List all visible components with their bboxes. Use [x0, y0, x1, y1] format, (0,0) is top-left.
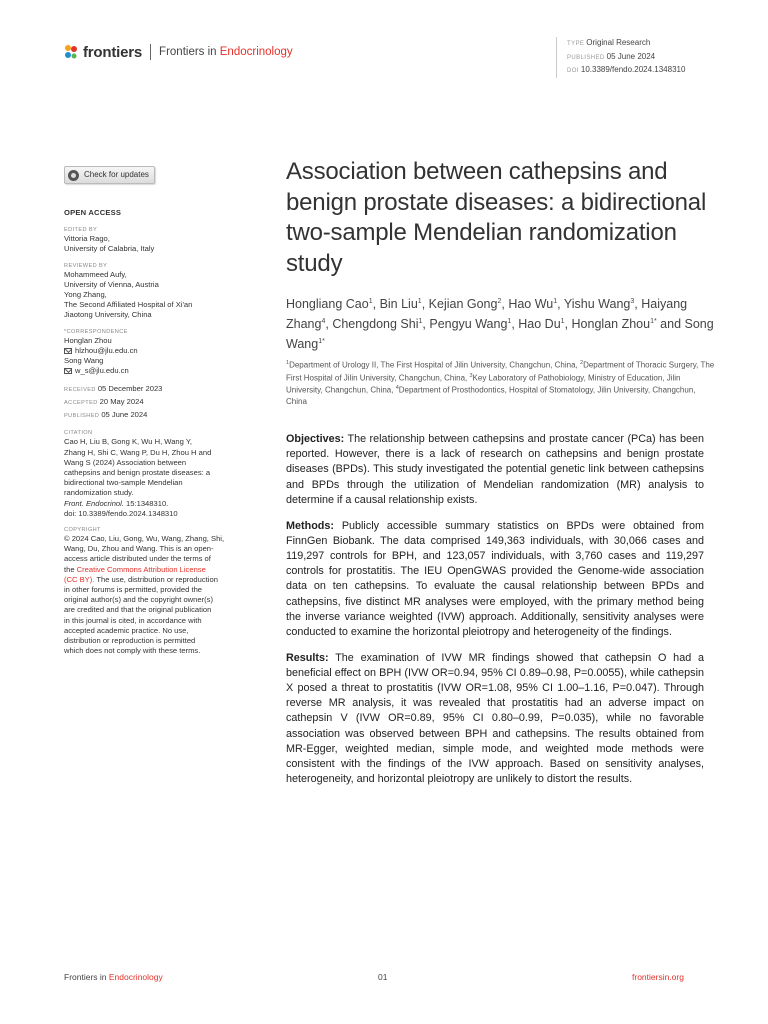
published-value: 05 June 2024 — [101, 410, 148, 420]
author-name[interactable]: Haiyang Zhang — [286, 297, 688, 332]
author-name[interactable]: Hongliang Cao — [286, 297, 369, 312]
citation-line: randomization study. — [64, 488, 134, 498]
check-updates-label: Check for updates — [84, 169, 149, 179]
correspondent-email[interactable]: hlzhou@jlu.edu.cn — [75, 345, 138, 355]
logo-divider — [150, 44, 151, 60]
citation-section — [64, 429, 264, 519]
editor-affiliation: University of Calabria, Italy — [64, 244, 155, 254]
published-label: PUBLISHED — [64, 413, 100, 420]
published-date — [64, 409, 264, 422]
meta-published-value: 05 June 2024 — [606, 51, 656, 61]
copyright-section — [64, 526, 264, 656]
citation-line: Cao H, Liu B, Gong K, Wu H, Wang Y, — [64, 437, 193, 447]
author-name[interactable]: Hao Wu — [508, 297, 554, 312]
citation-line: cathepsins and benign prostate diseases: a — [64, 468, 211, 478]
copyright-line: access article distributed under the terms of — [64, 554, 211, 564]
edited-by-label: EDITED BY — [64, 227, 98, 234]
correspondent-email-row — [64, 366, 264, 376]
license-link[interactable]: Creative Commons Attribution License — [76, 564, 206, 574]
copyright-text: the — [64, 564, 77, 574]
citation-label: CITATION — [64, 430, 93, 437]
meta-type — [567, 37, 685, 51]
dates-section — [64, 383, 264, 422]
copyright-line: distribution or reproduction is permitted — [64, 636, 196, 646]
open-access-label: OPEN ACCESS — [64, 208, 122, 217]
meta-doi-value[interactable]: 10.3389/fendo.2024.1348310 — [580, 65, 686, 74]
received-value: 05 December 2023 — [97, 384, 163, 394]
abstract — [286, 432, 704, 798]
copyright-line: in other forums is permitted, provided the — [64, 585, 203, 595]
affiliation-text: Department of Thoracic Surgery, The First Hospital of Jilin University, Changchun, China, — [286, 360, 715, 383]
copyright-line — [64, 565, 264, 575]
copyright-line: accepted academic practice. No use, — [64, 625, 189, 635]
author-affiliation-marker: 1* — [650, 318, 657, 326]
reviewed-by-label: REVIEWED BY — [64, 262, 108, 269]
copyright-line — [64, 575, 264, 585]
article-title: Association between cathepsins and benign prostate diseases: a bidirectional two-sample Mendelian randomization study — [286, 158, 707, 277]
article-meta — [556, 37, 685, 78]
correspondence-label: *CORRESPONDENCE — [64, 328, 128, 335]
affiliation-text: Key Laboratory of Pathobiology, Ministry of Education, Jilin University, Changchun, China, — [286, 373, 681, 395]
author-affiliation-marker: 1* — [318, 338, 325, 346]
correspondent-name: Honglan Zhou — [64, 335, 112, 345]
author-name[interactable]: Kejian Gong — [428, 297, 498, 312]
copyright-line: © 2024 Cao, Liu, Gong, Wu, Wang, Zhang, Shi, — [64, 534, 225, 544]
author-affiliation-marker: 2 — [497, 298, 502, 305]
footer-journal-name: Endocrinology — [108, 972, 163, 982]
envelope-icon — [64, 348, 72, 354]
abstract-heading: Objectives: — [286, 433, 345, 445]
citation-volume: 15:1348310. — [123, 498, 169, 508]
meta-type-label: TYPE — [567, 41, 585, 47]
page-number: 01 — [378, 972, 388, 982]
journal-name-accent: Endocrinology — [219, 46, 293, 58]
meta-doi-label: DOI — [567, 68, 579, 74]
abstract-objectives — [286, 432, 704, 508]
citation-journal: Front. Endocrinol. — [64, 498, 124, 508]
check-updates-icon — [68, 170, 79, 181]
affiliation-marker: 1 — [286, 360, 290, 366]
edited-by-section — [64, 226, 264, 254]
footer-journal-prefix: Frontiers in — [64, 972, 109, 982]
abstract-methods — [286, 519, 704, 641]
meta-type-value: Original Research — [586, 38, 651, 47]
author-affiliation-marker: 1 — [418, 318, 423, 326]
abstract-text: The relationship between cathepsins and prostate cancer (PCa) has been reported. However, there is a lack of research on cathepsins and benign prostate diseases (BPDs). This study investigated the potential genetic link between cathepsins and BPDs through the utilization of Mendelian randomization (MR) analysis to determine if a causal relationship exists. — [286, 433, 704, 506]
author-name[interactable]: Yishu Wang — [563, 297, 631, 312]
affiliation-marker: 3 — [469, 372, 473, 379]
reviewer-name: Yong Zhang, — [64, 290, 107, 300]
frontiers-logo[interactable] — [64, 42, 293, 62]
copyright-text: The use, distribution or reproduction — [94, 574, 218, 584]
affiliation-text: Department of Prosthodontics, Hospital of Stomatology, Jilin University, Changchun, China — [286, 385, 696, 406]
author-affiliation-marker: 1 — [417, 298, 422, 305]
journal-name — [159, 46, 293, 58]
frontiers-logo-icon — [64, 44, 78, 60]
accepted-date — [64, 396, 264, 409]
author-list: Hongliang Cao$^1$, Bin Liu$^1$, Kejian Gong$^2$, Hao Wu$^1$, Yishu Wang$^3$, Haiyang Zhang$^4$, Chengdong Shi$^1$, Pengyu Wang$^1$, Hao Du$^1$, Honglan Zhou$^{1*}$ and Song Wang$^{1*}$ — [286, 297, 714, 352]
meta-doi — [567, 64, 685, 78]
reviewer-affiliation: Jiaotong University, China — [64, 310, 152, 320]
citation-journal-line — [64, 499, 264, 509]
citation-doi[interactable]: doi: 10.3389/fendo.2024.1348310 — [64, 508, 178, 518]
author-name[interactable]: Honglan Zhou — [571, 317, 651, 332]
envelope-icon — [64, 368, 72, 374]
check-for-updates-button[interactable] — [64, 166, 155, 184]
journal-prefix: Frontiers in — [159, 46, 220, 58]
received-label: RECEIVED — [64, 387, 96, 394]
author-name[interactable]: Pengyu Wang — [429, 317, 508, 332]
author-name[interactable]: Chengdong Shi — [332, 317, 419, 332]
license-link[interactable]: (CC BY). — [64, 574, 95, 584]
author-affiliation-marker: 1 — [553, 298, 558, 305]
reviewed-by-section — [64, 262, 264, 321]
affiliation-text: Department of Urology II, The First Hospital of Jilin University, Changchun, China, — [289, 360, 580, 370]
meta-published-label: PUBLISHED — [567, 54, 605, 61]
abstract-text: Publicly accessible summary statistics on BPDs were obtained from FinnGen Biobank. The data comprised 149,363 individuals, with 30,066 cases and 119,297 controls for BPH, and 123,057 individuals, with 3,760 cases and 119,297 controls for prostatitis. The IEU OpenGWAS provided the Genome-wide association data on ten cathepsins. To evaluate the causal relationship between BPDs and cathepsins, five distinct MR analyses were employed, with the primary method being the inverse variance weighted (IVW) approach. Additionally, sensitivity analyses were conducted to examine the horizontal pleiotropy and heterogeneity of the findings. — [286, 519, 704, 638]
correspondent-email[interactable]: w_s@jlu.edu.cn — [75, 366, 129, 376]
copyright-line: original author(s) and the copyright owner(s) — [64, 595, 213, 605]
copyright-line: which does not comply with these terms. — [64, 646, 201, 656]
author-affiliation-marker: 1 — [507, 318, 512, 326]
accepted-value: 20 May 2024 — [99, 397, 144, 407]
meta-published — [567, 51, 685, 65]
citation-line: bidirectional two-sample Mendelian — [64, 478, 183, 488]
reviewer-affiliation: University of Vienna, Austria — [64, 279, 159, 289]
copyright-line: Wang, Du, Zhou and Wang. This is an open- — [64, 544, 214, 554]
accepted-label: ACCEPTED — [64, 400, 98, 407]
affiliation-marker: 4 — [395, 385, 399, 392]
author-name[interactable]: Song Wang — [286, 317, 714, 352]
reviewer-affiliation: The Second Affiliated Hospital of Xi'an — [64, 300, 193, 310]
editor-name: Vittoria Rago, — [64, 234, 110, 244]
author-affiliation-marker: 1 — [368, 298, 373, 305]
copyright-line: are credited and that the original publication — [64, 605, 212, 615]
correspondent-email-row — [64, 346, 264, 356]
affiliation-marker: 2 — [580, 360, 584, 366]
received-date — [64, 383, 264, 396]
affiliations — [286, 358, 716, 407]
author-affiliation-marker: 4 — [321, 318, 326, 326]
citation-line: Zhang H, Shi C, Wang P, Du H, Zhou H and — [64, 447, 212, 457]
abstract-text: The examination of IVW MR findings showed that cathepsin O had a beneficial effect on BPH (IVW OR=0.94, 95% CI 0.89–0.98, P=0.0055), while cathepsin X posed a threat to prostatitis (IVW OR=1.08, 95% CI 1.00–1.16, P=0.047). Through reverse MR analysis, it was revealed that prostatitis had an adverse impact on cathepsin V (IVW OR=0.89, 95% CI 0.80–0.99, P=0.035), while no favorable association was observed between BPH and cathepsins. The results obtained from MR-Egger, weighted median, simple mode, and weighted mode methods were consistent with the findings of the IVW approach. Based on sensitivity analyses, heterogeneity, and horizontal pleiotropy are unlikely to distort the results. — [286, 651, 704, 786]
brand-name: frontiers — [83, 43, 143, 61]
abstract-heading: Results: — [286, 651, 329, 664]
sidebar — [64, 166, 264, 664]
author-name[interactable]: Bin Liu — [379, 297, 418, 312]
author-affiliation-marker: 3 — [630, 298, 635, 305]
abstract-heading: Methods: — [286, 519, 334, 532]
correspondence-section — [64, 328, 264, 377]
author-name[interactable]: Hao Du — [518, 317, 561, 332]
footer-journal — [64, 972, 163, 982]
citation-line: Wang S (2024) Association between — [64, 457, 187, 467]
copyright-line: in this journal is cited, in accordance with — [64, 615, 202, 625]
footer-site-link[interactable]: frontiersin.org — [632, 972, 684, 982]
reviewer-name: Mohammeed Aufy, — [64, 269, 127, 279]
correspondent-name: Song Wang — [64, 356, 104, 366]
abstract-results — [286, 651, 704, 788]
author-affiliation-marker: 1 — [560, 318, 565, 326]
copyright-label: COPYRIGHT — [64, 527, 101, 534]
